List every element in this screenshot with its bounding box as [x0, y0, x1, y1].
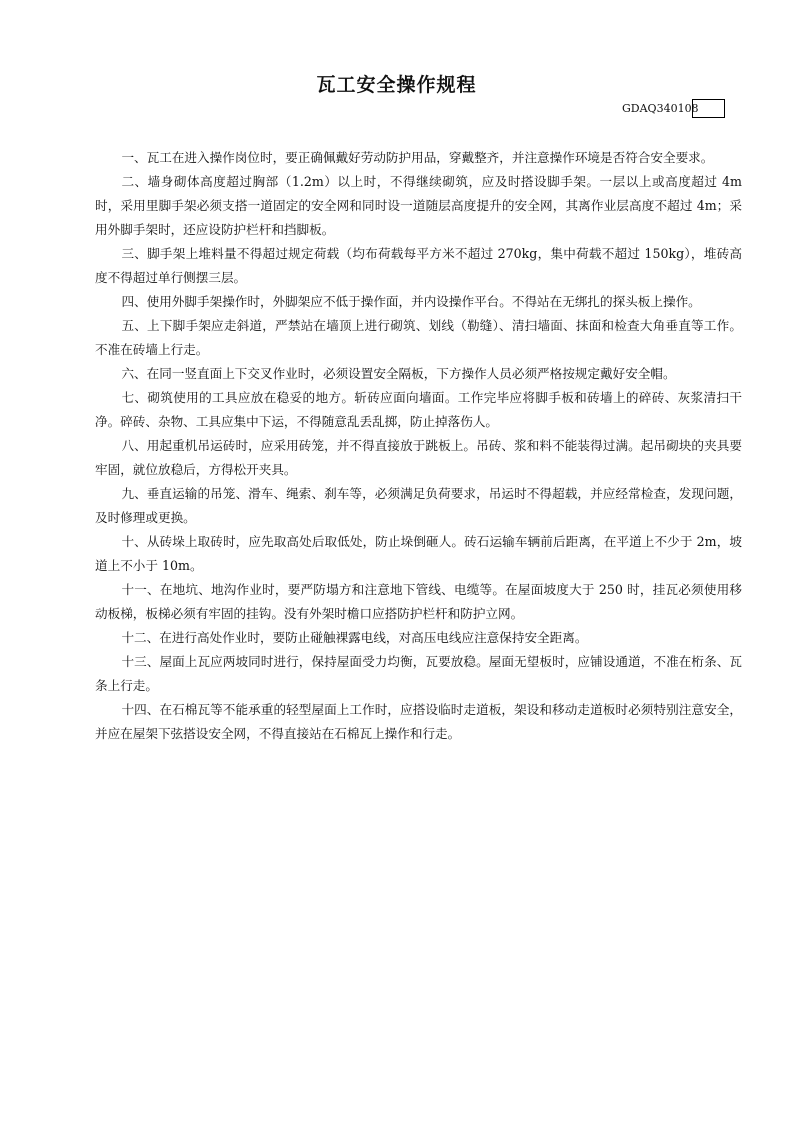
paragraph-1: 一、瓦工在进入操作岗位时，要正确佩戴好劳动防护用品，穿戴整齐，并注意操作环境是否符合安全要求。: [121, 150, 714, 165]
paragraph-10: 十、从砖垛上取砖时，应先取高处后取低处，防止垛倒砸人。砖石运输车辆前后距离，在平道上不少于 2m，坡道上不小于 10m。: [95, 534, 742, 573]
document-title: 瓦工安全操作规程: [316, 74, 477, 96]
document-body: [95, 146, 742, 746]
document-code-box: [692, 99, 725, 118]
paragraph-12: 十二、在进行高处作业时，要防止碰触裸露电线，对高压电线应注意保持安全距离。: [121, 630, 588, 645]
paragraph-6: 六、在同一竖直面上下交叉作业时，必须设置安全隔板，下方操作人员必须严格按规定戴好安全帽。: [121, 366, 676, 381]
paragraph-2: 二、墙身砌体高度超过胸部（1.2m）以上时，不得继续砌筑，应及时搭设脚手架。一层以上或高度超过 4m 时，采用里脚手架必须支搭一道固定的安全网和同时设一道随层高度提升的安全网，其离作业层高度不超过 4m；采用外脚手架时，还应设防护栏杆和挡脚板。: [95, 174, 742, 237]
paragraph-8: 八、用起重机吊运砖时，应采用砖笼，并不得直接放于跳板上。吊砖、浆和料不能装得过满。起吊砌块的夹具要牢固，就位放稳后，方得松开夹具。: [95, 438, 742, 477]
paragraph-5: 五、上下脚手架应走斜道，严禁站在墙顶上进行砌筑、划线（勒缝）、清扫墙面、抹面和检查大角垂直等工作。不准在砖墙上行走。: [95, 318, 742, 357]
paragraph-4: 四、使用外脚手架操作时，外脚架应不低于操作面，并内设操作平台。不得站在无绑扎的探头板上操作。: [121, 294, 701, 309]
paragraph-3: 三、脚手架上堆料量不得超过规定荷载（均布荷载每平方米不超过 270kg，集中荷载不超过 150kg），堆砖高度不得超过单行侧摆三层。: [95, 246, 742, 285]
paragraph-14: 十四、在石棉瓦等不能承重的轻型屋面上工作时，应搭设临时走道板，架设和移动走道板时必须特别注意安全，并应在屋架下弦搭设安全网，不得直接站在石棉瓦上操作和行走。: [95, 702, 742, 741]
document-code: GDAQ340108: [622, 102, 699, 115]
paragraph-7: 七、砌筑使用的工具应放在稳妥的地方。斩砖应面向墙面。工作完毕应将脚手板和砖墙上的碎砖、灰浆清扫干净。碎砖、杂物、工具应集中下运，不得随意乱丢乱掷，防止掉落伤人。: [95, 390, 742, 429]
paragraph-13: 十三、屋面上瓦应两坡同时进行，保持屋面受力均衡，瓦要放稳。屋面无望板时，应铺设通道，不准在桁条、瓦条上行走。: [95, 654, 742, 693]
paragraph-9: 九、垂直运输的吊笼、滑车、绳索、刹车等，必须满足负荷要求，吊运时不得超载，并应经常检查，发现问题，及时修理或更换。: [95, 486, 742, 525]
paragraph-11: 十一、在地坑、地沟作业时，要严防塌方和注意地下管线、电缆等。在屋面坡度大于 250 时，挂瓦必须使用移动板梯，板梯必须有牢固的挂钩。没有外架时檐口应搭防护栏杆和防护立网。: [95, 582, 742, 621]
